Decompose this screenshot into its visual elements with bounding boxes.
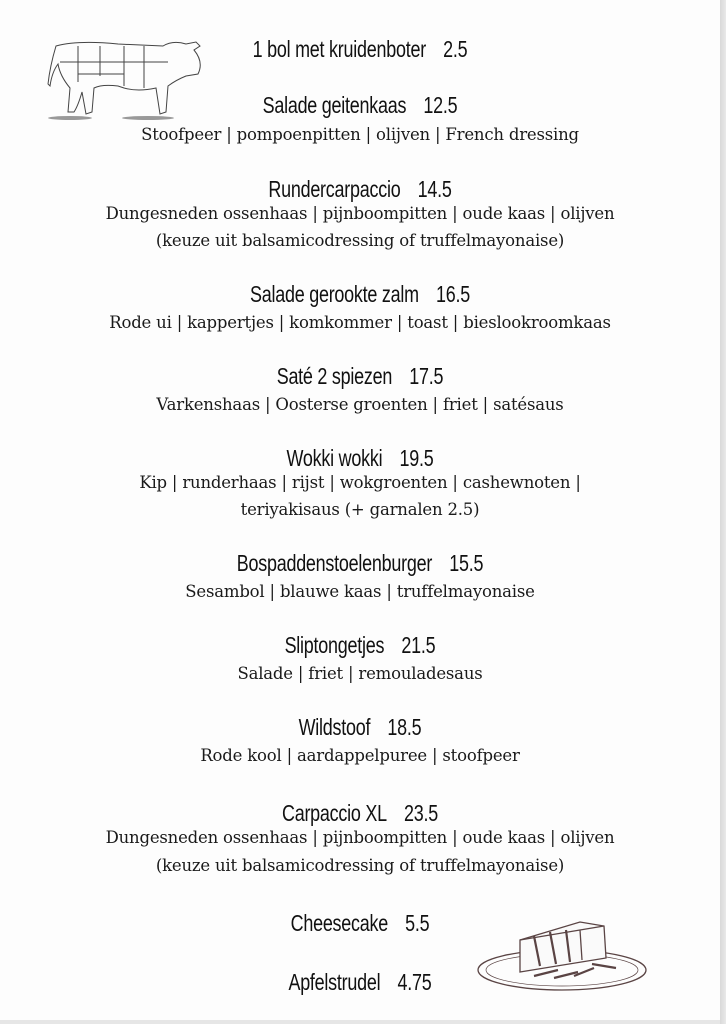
- menu-item-description: Varkenshaas | Oosterse groenten | friet | satésaus: [156, 395, 564, 414]
- menu-item-title: Saté 2 spiezen 17.5: [276, 363, 444, 389]
- menu-item-description: Kip | runderhaas | rijst | wokgroenten | cashewnoten |: [139, 473, 581, 492]
- menu-item-description: Rode ui | kappertjes | komkommer | toast | bieslookroomkaas: [109, 313, 611, 332]
- menu-item-title: Wildstoof 18.5: [298, 714, 422, 740]
- menu-item-title: Wokki wokki 19.5: [286, 445, 434, 471]
- menu-item-title: Cheesecake 5.5: [290, 910, 430, 936]
- menu-item-description: Stoofpeer | pompoenpitten | olijven | French dressing: [141, 125, 579, 144]
- menu-item-title: Salade geitenkaas 12.5: [262, 92, 458, 118]
- menu-item-description: teriyakisaus (+ garnalen 2.5): [240, 500, 480, 519]
- page-edge: [720, 0, 726, 1024]
- menu-item-title: Rundercarpaccio 14.5: [268, 176, 452, 202]
- menu-item-description: Dungesneden ossenhaas | pijnboompitten | oude kaas | olijven: [105, 204, 615, 223]
- menu-item-description: Sesambol | blauwe kaas | truffelmayonaise: [185, 582, 535, 601]
- menu-item-title: Salade gerookte zalm 16.5: [249, 281, 470, 307]
- menu-item-description: Rode kool | aardappelpuree | stoofpeer: [200, 746, 520, 765]
- menu-item-title: Bospaddenstoelenburger 15.5: [236, 550, 484, 576]
- menu-item-description: Dungesneden ossenhaas | pijnboompitten | oude kaas | olijven: [105, 828, 615, 847]
- menu-item-title: Apfelstrudel 4.75: [288, 969, 432, 995]
- menu-item-title: Sliptongetjes 21.5: [284, 632, 436, 658]
- menu-item-title: 1 bol met kruidenboter 2.5: [252, 36, 468, 62]
- menu-item-title: Carpaccio XL 23.5: [281, 800, 439, 826]
- menu-item-description: (keuze uit balsamicodressing of truffelmayonaise): [155, 231, 565, 250]
- menu-item-description: Salade | friet | remouladesaus: [237, 664, 483, 683]
- menu-item-description: (keuze uit balsamicodressing of truffelmayonaise): [155, 856, 565, 875]
